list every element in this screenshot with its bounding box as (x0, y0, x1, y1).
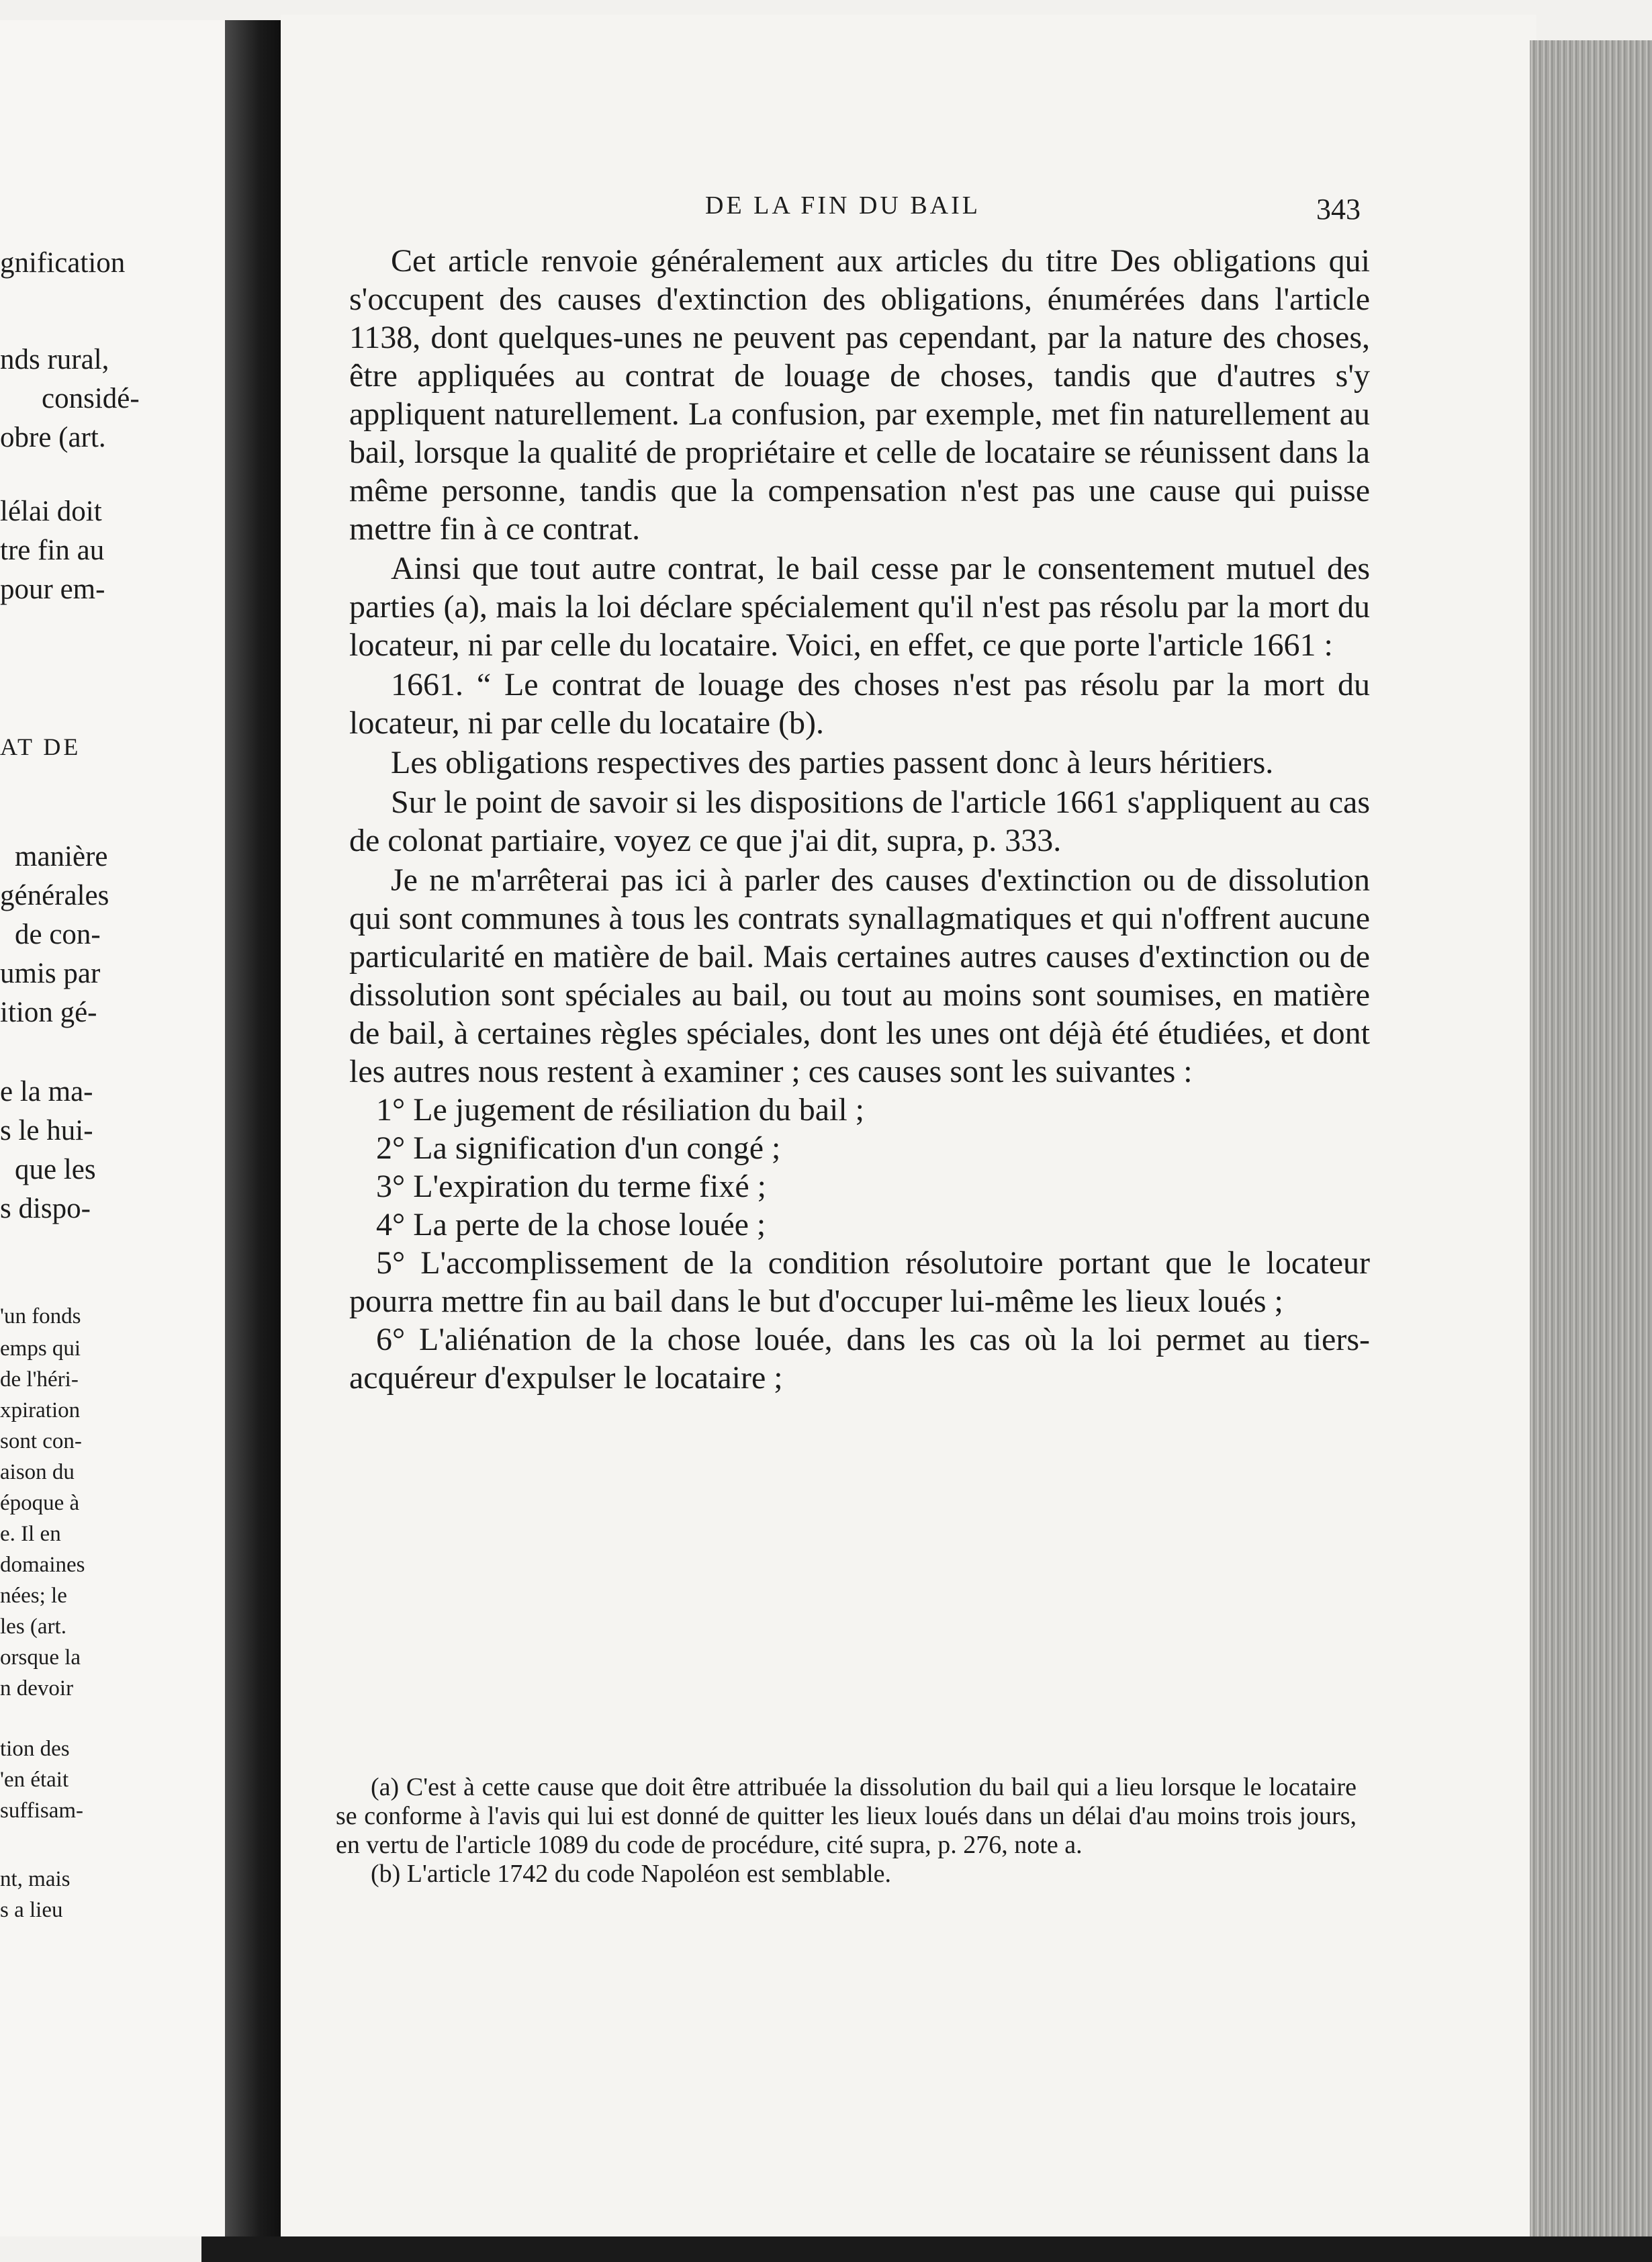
body-text (349, 242, 1370, 1397)
left-page (0, 20, 235, 2236)
page-number: 343 (1316, 193, 1361, 226)
left-page-line: pour em- (0, 574, 105, 605)
left-page-line: s a lieu (0, 1898, 63, 1922)
book-gutter-shadow (225, 20, 282, 2262)
paragraph: Je ne m'arrêterai pas ici à parler des causes d'extinction ou de dissolution qui sont communes à tous les contrats synallagmatiques et qui n'offrent aucune particularité en matière de bail. Mais certaines autres causes d'extinction ou de dissolution sont spéciales au bail, ou tout au moins sont soumises, en matière de bail, à certaines règles spéciales, dont les unes ont déjà été étudiées, et dont les autres nous restent à examiner ; ces causes sont les suivantes : (349, 862, 1370, 1089)
left-page-line: e la ma- (0, 1076, 93, 1107)
left-page-line: lélai doit (0, 496, 102, 527)
left-page-line: que les (15, 1154, 96, 1185)
list-item: 3° L'expiration du terme fixé ; (376, 1169, 766, 1204)
causes-list (349, 1091, 1370, 1397)
running-head: DE LA FIN DU BAIL (705, 191, 980, 220)
left-page-line: n devoir (0, 1676, 74, 1701)
list-item: 2° La signification d'un congé ; (376, 1130, 781, 1166)
footnote-b: (b) L'article 1742 du code Napoléon est semblable. (371, 1860, 892, 1888)
left-page-line: tion des (0, 1737, 70, 1761)
article-quote: 1661. “ Le contrat de louage des choses n'est pas résolu par la mort du locateur, ni par celle du locataire (b). (349, 667, 1370, 741)
left-page-line: suffisam- (0, 1799, 84, 1823)
left-page-line: aison du (0, 1460, 75, 1484)
left-page-line: s le hui- (0, 1115, 93, 1146)
left-page-line: ition gé- (0, 997, 97, 1028)
left-page-line: manière (15, 841, 108, 872)
paragraph: Ainsi que tout autre contrat, le bail cesse par le consentement mutuel des parties (a), mais la loi déclare spécialement qu'il n'est pas résolu par la mort du locateur, ni par celle du locataire. Voici, en effet, ce que porte l'article 1661 : (349, 551, 1370, 663)
left-page-line: nées; le (0, 1584, 67, 1608)
left-page-line: générales (0, 880, 109, 911)
left-page-line: 'en était (0, 1768, 69, 1792)
left-page-line: sont con- (0, 1429, 82, 1453)
page-edges (1530, 40, 1652, 2262)
list-item: 4° La perte de la chose louée ; (376, 1207, 766, 1242)
list-item: 1° Le jugement de résiliation du bail ; (376, 1092, 865, 1128)
left-page-line: considé- (42, 383, 140, 414)
left-page-line: tre fin au (0, 535, 105, 566)
left-page-line: les (art. (0, 1615, 66, 1639)
paragraph: Cet article renvoie généralement aux articles du titre Des obligations qui s'occupent des causes d'extinction des obligations, énumérées dans l'article 1138, dont quelques-unes ne peuvent pas cependant, par la nature des choses, être appliquées au contrat de louage de choses, tandis que d'autres s'y appliquent naturellement. La confusion, par exemple, met fin naturellement au bail, lorsque la qualité de propriétaire et celle de locataire se réunissent dans la même personne, tandis que la compensation n'est pas une cause qui puisse mettre fin à ce contrat. (349, 243, 1370, 547)
paragraph: Les obligations respectives des parties passent donc à leurs héritiers. (391, 745, 1274, 780)
bottom-shadow (201, 2236, 1652, 2262)
list-item: 6° L'aliénation de la chose louée, dans les cas où la loi permet au tiers-acquéreur d'expulser le locataire ; (349, 1322, 1370, 1396)
list-item: 5° L'accomplissement de la condition résolutoire portant que le locateur pourra mettre fin au bail dans le but d'occuper lui-même les lieux loués ; (349, 1245, 1370, 1319)
left-page-line: nds rural, (0, 344, 109, 375)
left-page-line: emps qui (0, 1337, 81, 1361)
left-page-line: e. Il en (0, 1522, 61, 1546)
left-page-line: 'un fonds (0, 1304, 81, 1328)
left-page-line: époque à (0, 1491, 80, 1515)
left-page-line: xpiration (0, 1398, 81, 1422)
paragraph: Sur le point de savoir si les dispositions de l'article 1661 s'appliquent au cas de colonat partiaire, voyez ce que j'ai dit, supra, p. 333. (349, 784, 1370, 858)
left-page-line: nt, mais (0, 1867, 71, 1891)
left-page-line: domaines (0, 1553, 85, 1577)
footnotes (336, 1773, 1357, 1889)
left-page-line: s dispo- (0, 1193, 91, 1224)
left-page-line: de l'héri- (0, 1367, 79, 1392)
left-page-line: de con- (15, 919, 101, 950)
left-page-line: orsque la (0, 1645, 81, 1670)
left-page-line: umis par (0, 958, 101, 989)
footnote-a: (a) C'est à cette cause que doit être attribuée la dissolution du bail qui a lieu lorsque le locataire se conforme à l'avis qui lui est donné de quitter les lieux loués dans un délai d'au moins trois jours, en vertu de l'article 1089 du code de procédure, cité supra, p. 276, note a. (336, 1773, 1357, 1859)
left-page-line: gnification (0, 247, 126, 279)
left-page-line: AT DE (0, 733, 81, 760)
left-page-line: obre (art. (0, 422, 106, 453)
